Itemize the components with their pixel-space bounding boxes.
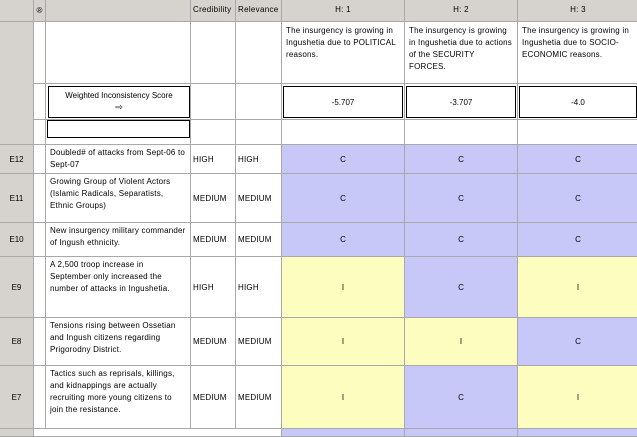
new-evidence-input[interactable] [47,120,190,138]
hypothesis-2-header[interactable] [405,0,518,22]
credibility-column-header[interactable] [191,0,236,22]
credibility-blank-cell [191,120,236,145]
rating-cell-h2[interactable]: C [405,257,518,318]
rating-cell-h3[interactable]: C [518,223,637,257]
evidence-text[interactable]: Growing Group of Violent Actors (Islamic Radicals, Separatists, Ethnic Groups) [46,174,191,223]
rating-cell-h2[interactable]: C [405,223,518,257]
evidence-row-id[interactable]: E10 [0,223,34,257]
next-row-strip [34,429,282,437]
rating-cell-h1[interactable]: C [282,145,405,174]
relevance-value[interactable]: HIGH [236,257,282,318]
blank-cell-h2 [405,120,518,145]
relevance-value[interactable]: MEDIUM [236,366,282,429]
marker-cell [34,22,46,84]
row-header-next [0,429,34,437]
credibility-header-label: Credibility [193,5,232,14]
score-value-h3: -4.0 [519,86,637,118]
rating-cell-h1[interactable]: I [282,366,405,429]
evidence-row-id[interactable]: E9 [0,257,34,318]
evidence-text[interactable]: Tensions rising between Ossetian and Ingush citizens regarding Prigorodny District. [46,318,191,366]
blank-cell-h1 [282,120,405,145]
sort-icon-glyph: ® [36,6,43,15]
credibility-value[interactable]: MEDIUM [191,223,236,257]
marker-cell [34,257,46,318]
rating-cell-h1[interactable]: I [282,318,405,366]
marker-cell [34,120,46,145]
relevance-blank-cell [236,84,282,120]
weighted-inconsistency-score-button[interactable] [48,86,190,118]
credibility-value[interactable]: MEDIUM [191,318,236,366]
credibility-value[interactable]: HIGH [191,257,236,318]
corner-cell [0,0,34,22]
relevance-blank-cell [236,120,282,145]
rating-cell-h2[interactable]: C [405,145,518,174]
marker-cell [34,318,46,366]
evidence-row-id[interactable]: E7 [0,366,34,429]
relevance-value[interactable]: MEDIUM [236,174,282,223]
evidence-text[interactable]: Tactics such as reprisals, killings, and kidnappings are actually recruiting more young citizens to join the resistance. [46,366,191,429]
hypothesis-3-header[interactable] [518,0,637,22]
marker-cell [34,366,46,429]
credibility-value[interactable]: HIGH [191,145,236,174]
blank-cell-h3 [518,120,637,145]
credibility-value[interactable]: MEDIUM [191,174,236,223]
relevance-blank-cell [236,22,282,84]
hypothesis-2-text[interactable]: The insurgency is growing in Ingushetia due to actions of the SECURITY FORCES. [405,22,518,84]
rating-cell-h3[interactable]: C [518,174,637,223]
marker-cell [34,223,46,257]
score-value-h2: -3.707 [406,86,516,118]
hypothesis-3-text[interactable]: The insurgency is growing in Ingushetia due to SOCIO-ECONOMIC reasons. [518,22,637,84]
evidence-row-id[interactable]: E8 [0,318,34,366]
row-header-hypotheses [0,22,34,145]
credibility-blank-cell [191,22,236,84]
evidence-text[interactable]: New insurgency military commander of Ingush ethnicity. [46,223,191,257]
evidence-row-id[interactable]: E12 [0,145,34,174]
relevance-column-header[interactable] [236,0,282,22]
rating-cell-h1[interactable]: C [282,223,405,257]
hypothesis-1-text[interactable]: The insurgency is growing in Ingushetia due to POLITICAL reasons. [282,22,405,84]
credibility-value[interactable]: MEDIUM [191,366,236,429]
evidence-column-header[interactable] [46,0,191,22]
relevance-value[interactable]: MEDIUM [236,223,282,257]
relevance-value[interactable]: MEDIUM [236,318,282,366]
evidence-text[interactable]: Doubled# of attacks from Sept-06 to Sept-07 [46,145,191,174]
credibility-blank-cell [191,84,236,120]
relevance-value[interactable]: HIGH [236,145,282,174]
rating-cell-h2[interactable]: C [405,366,518,429]
score-value-h1: -5.707 [283,86,403,118]
evidence-blank-cell [46,22,191,84]
marker-cell [34,174,46,223]
hypothesis-2-label: H: 2 [453,5,469,14]
evidence-text[interactable]: A 2,500 troop increase in September only increased the number of attacks in Ingushetia. [46,257,191,318]
next-row-strip-h2 [405,429,518,437]
rating-cell-h1[interactable]: C [282,174,405,223]
hypothesis-3-label: H: 3 [570,5,586,14]
arrow-right-icon: ⇨ [115,103,123,113]
rating-cell-h3[interactable]: I [518,366,637,429]
hypothesis-1-label: H: 1 [335,5,351,14]
relevance-header-label: Relevance [238,5,279,14]
marker-cell [34,84,46,120]
evidence-row-id[interactable]: E11 [0,174,34,223]
score-label: Weighted Inconsistency Score [65,91,173,100]
next-row-strip-h3 [518,429,637,437]
rating-cell-h3[interactable]: C [518,318,637,366]
rating-cell-h2[interactable]: I [405,318,518,366]
rating-cell-h3[interactable]: C [518,145,637,174]
sort-icon[interactable] [34,0,46,22]
next-row-strip-h1 [282,429,405,437]
rating-cell-h2[interactable]: C [405,174,518,223]
hypothesis-1-header[interactable] [282,0,405,22]
marker-cell [34,145,46,174]
rating-cell-h1[interactable]: I [282,257,405,318]
rating-cell-h3[interactable]: I [518,257,637,318]
